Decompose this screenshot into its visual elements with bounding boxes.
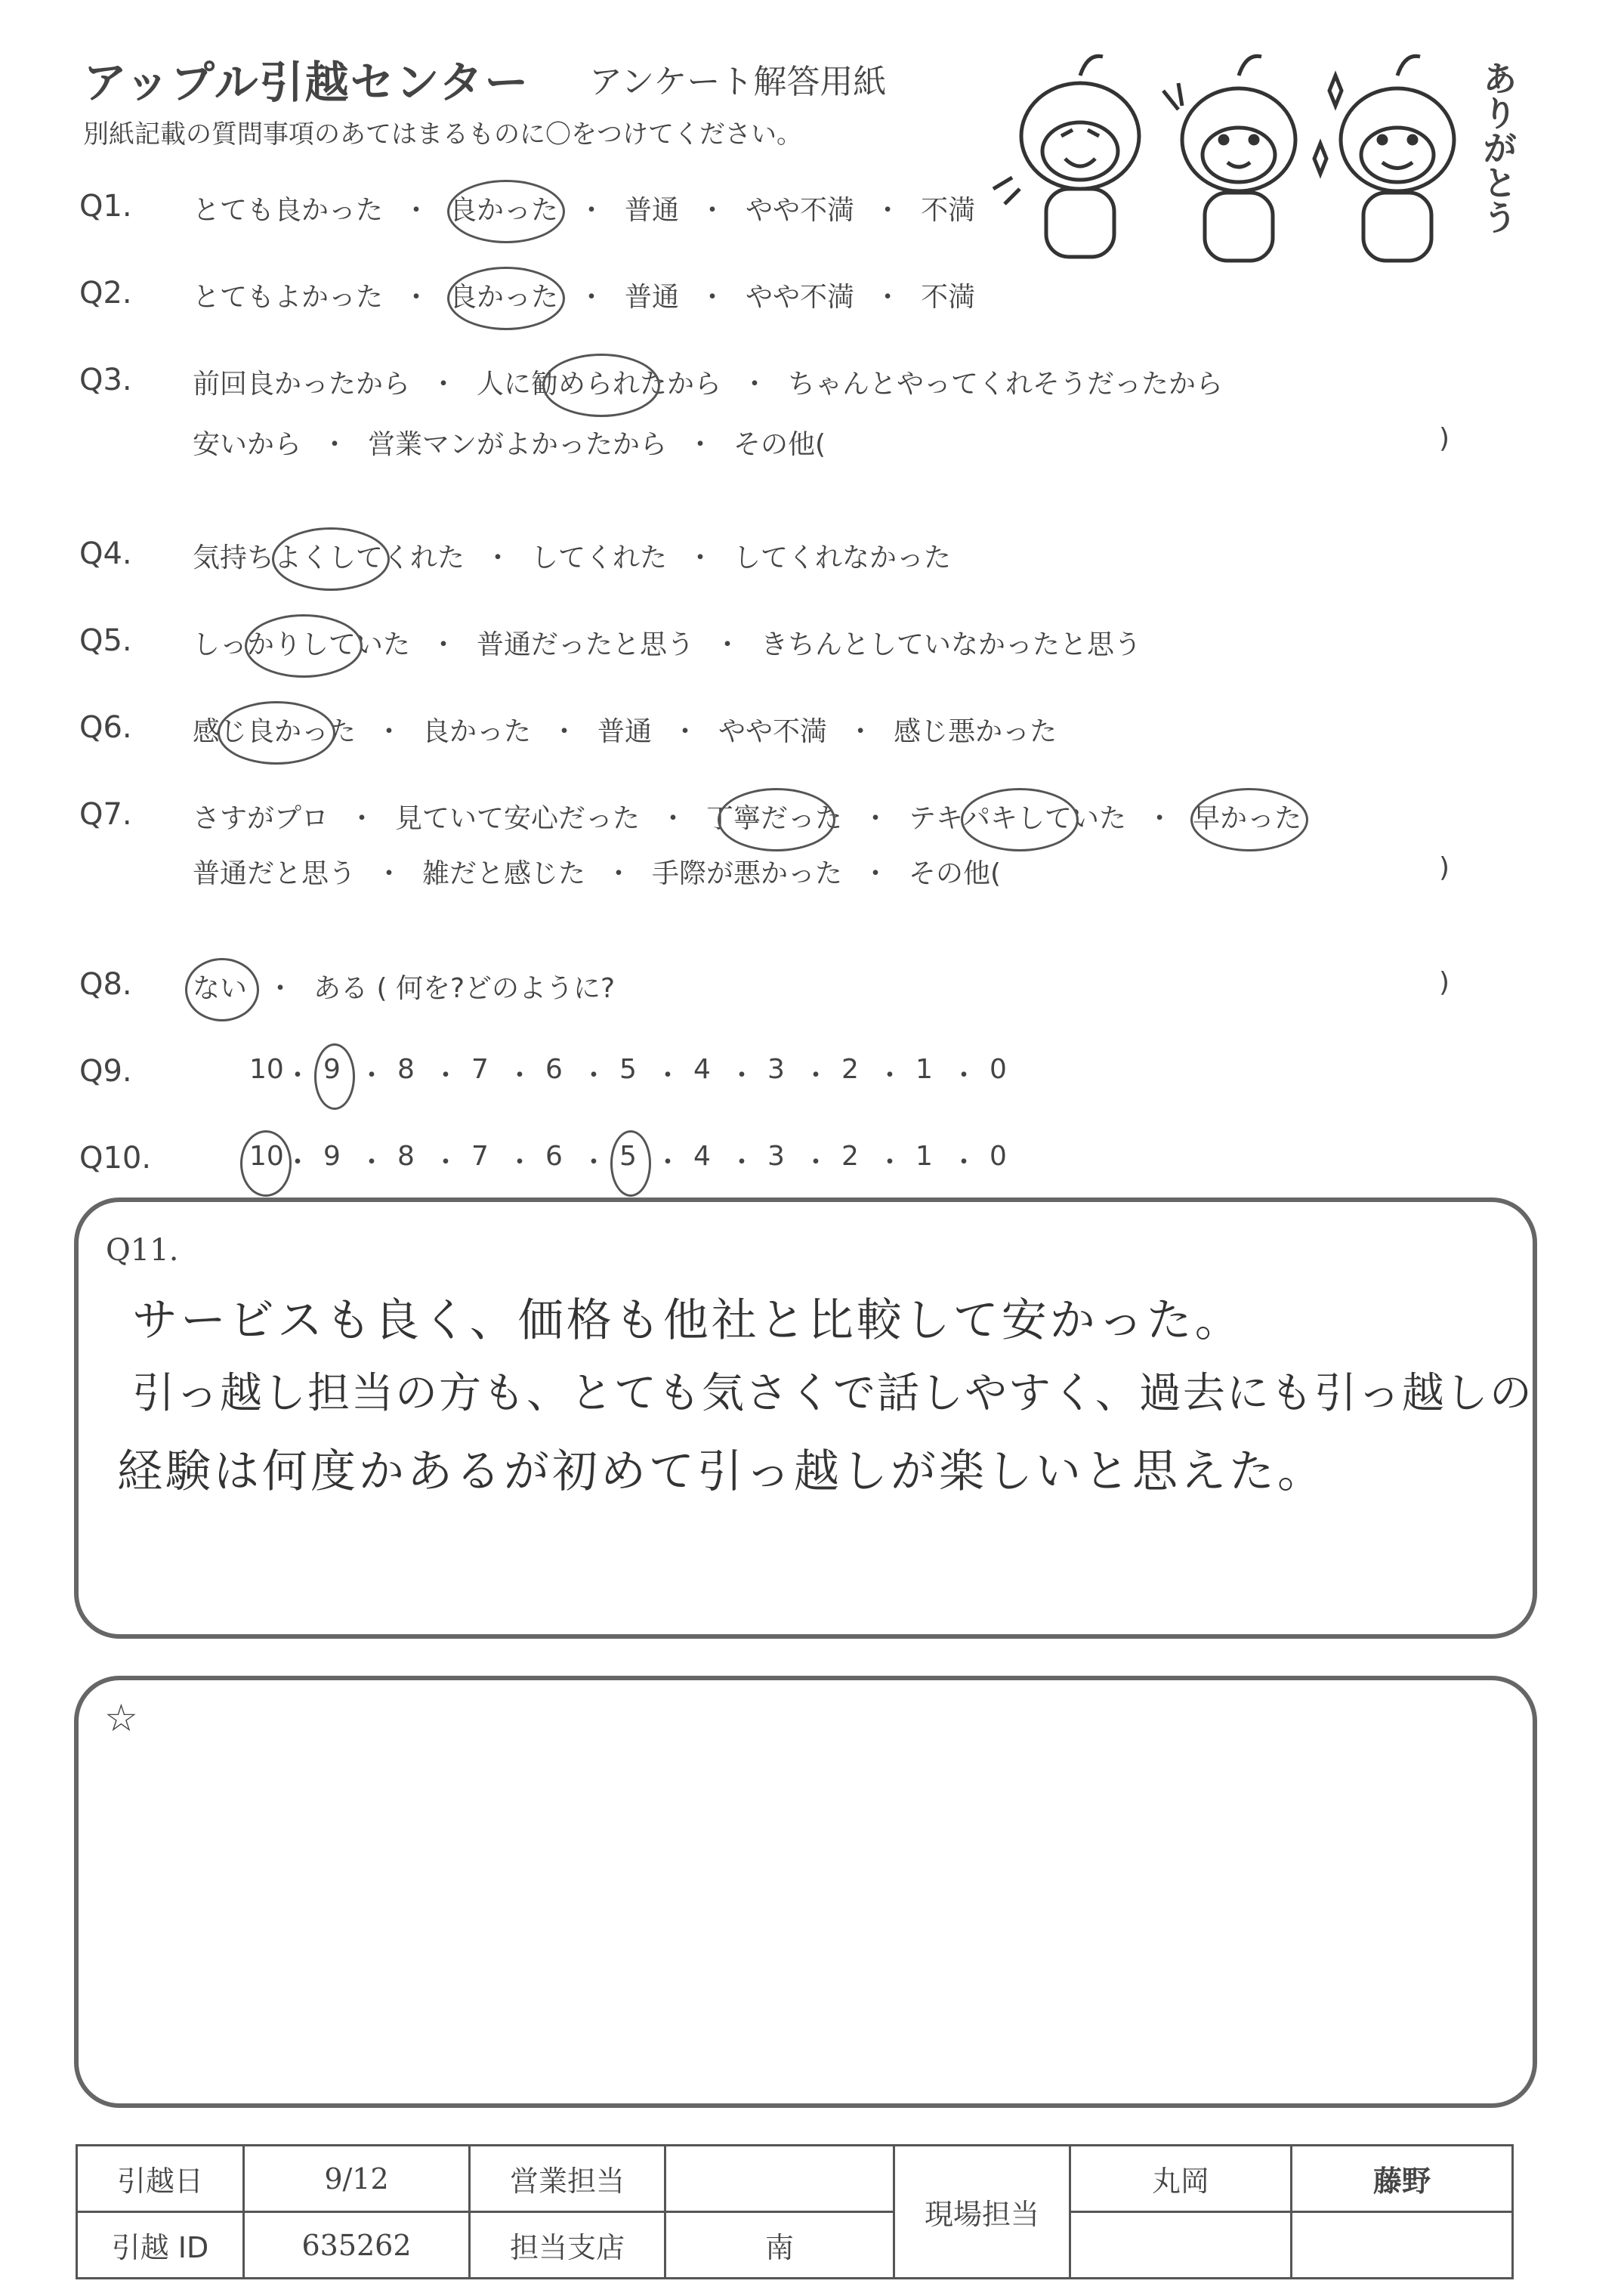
question-number: Q7.	[79, 797, 132, 832]
answer-option: その他(	[909, 858, 1002, 889]
monkey-icon	[1163, 56, 1295, 261]
site-staff-1: 丸岡	[1070, 2146, 1292, 2212]
question-number: Q5.	[79, 623, 132, 658]
option-separator: ・	[950, 1060, 978, 1091]
site-staff-2: 藤野	[1292, 2146, 1513, 2212]
answer-option: とてもよかった	[193, 282, 384, 313]
answer-option: 不満	[921, 195, 976, 226]
question-number: Q4.	[79, 536, 132, 571]
option-separator: ・	[580, 1147, 608, 1178]
score-option: 2	[841, 1054, 859, 1085]
answer-option: その他(	[733, 429, 826, 460]
option-separator: ・	[687, 429, 715, 460]
answer-option: ある ( 何を?どのように?	[313, 973, 616, 1004]
answer-option: 感じ良かった	[193, 716, 357, 747]
monkey-icon	[1314, 56, 1454, 261]
question-number: Q2.	[79, 276, 132, 311]
option-separator: ・	[874, 282, 902, 313]
score-option: 4	[693, 1141, 711, 1172]
answer-option: きちんとしていなかったと思う	[761, 629, 1142, 660]
score-option: 4	[693, 1054, 711, 1085]
move-date-value: 9/12	[244, 2146, 470, 2212]
answer-option: 雑だと感じた	[422, 858, 586, 889]
option-separator: ・	[321, 429, 349, 460]
answer-option: 人に勧められたから	[477, 369, 722, 400]
option-separator: ・	[432, 1060, 460, 1091]
answer-option: 普通	[597, 716, 653, 747]
answer-option: 見ていて安心だった	[395, 803, 641, 834]
option-separator: ・	[950, 1147, 978, 1178]
sales-value	[665, 2146, 894, 2212]
option-separator: ・	[551, 716, 579, 747]
selection-circle	[718, 788, 835, 851]
move-date-label: 引越日	[77, 2146, 244, 2212]
score-option: 1	[915, 1141, 933, 1172]
mascot-illustration	[990, 45, 1533, 264]
answer-option: ちゃんとやってくれそうだったから	[788, 369, 1224, 400]
brand-title: アップル引越センター	[83, 57, 530, 108]
question-number: Q10.	[79, 1141, 152, 1176]
selection-circle	[542, 354, 660, 417]
form-subtitle: アンケート解答用紙	[589, 63, 887, 101]
option-separator: ・	[862, 803, 890, 834]
option-separator: ・	[699, 282, 727, 313]
close-paren: )	[1439, 423, 1450, 454]
answer-option: 不満	[921, 282, 976, 313]
option-separator: ・	[580, 1060, 608, 1091]
q11-comment-line: 経験は何度かあるが初めて引っ越しが楽しいと思えた。	[117, 1445, 1326, 1498]
site-staff-label: 現場担当	[894, 2146, 1070, 2279]
score-option: 6	[545, 1141, 563, 1172]
move-id-value: 635262	[244, 2212, 470, 2279]
option-separator: ・	[375, 858, 403, 889]
answer-option: とても良かった	[193, 195, 384, 226]
question-number: Q6.	[79, 710, 132, 745]
site-staff-cell	[1070, 2212, 1292, 2279]
close-paren: )	[1439, 967, 1450, 998]
branch-label: 担当支店	[470, 2212, 665, 2279]
option-separator: ・	[375, 716, 403, 747]
option-separator: ・	[728, 1147, 756, 1178]
answer-option: 良かった	[449, 282, 559, 313]
option-separator: ・	[699, 195, 727, 226]
option-separator: ・	[714, 629, 742, 660]
answer-option: テキパキしていた	[909, 803, 1127, 834]
answer-option: 良かった	[449, 195, 559, 226]
answer-option: 普通だと思う	[193, 858, 357, 889]
option-separator: ・	[403, 282, 431, 313]
score-option: 8	[397, 1141, 415, 1172]
score-option: 0	[990, 1054, 1007, 1085]
q11-label: Q11.	[106, 1233, 179, 1268]
site-staff-cell	[1292, 2212, 1513, 2279]
option-separator: ・	[432, 1147, 460, 1178]
option-separator: ・	[874, 195, 902, 226]
option-separator: ・	[578, 282, 606, 313]
selection-circle	[218, 701, 335, 765]
selection-circle	[314, 1043, 355, 1110]
selection-circle	[1190, 788, 1308, 851]
score-option: 10	[249, 1054, 284, 1085]
option-separator: ・	[1146, 803, 1174, 834]
option-separator: ・	[654, 1060, 682, 1091]
answer-option: 良かった	[422, 716, 532, 747]
option-separator: ・	[506, 1147, 534, 1178]
answer-option: 前回良かったから	[193, 369, 411, 400]
option-separator: ・	[847, 716, 875, 747]
answer-option: やや不満	[718, 716, 828, 747]
option-separator: ・	[659, 803, 687, 834]
answer-option: しっかりしていた	[193, 629, 411, 660]
option-separator: ・	[506, 1060, 534, 1091]
option-separator: ・	[358, 1060, 386, 1091]
question-number: Q9.	[79, 1054, 132, 1089]
star-comment-box	[74, 1676, 1537, 2108]
score-option: 5	[619, 1141, 637, 1172]
selection-circle	[272, 527, 390, 591]
selection-circle	[245, 614, 363, 678]
star-icon: ☆	[104, 1696, 138, 1740]
answer-option: してくれた	[531, 542, 668, 573]
selection-circle	[185, 958, 259, 1021]
option-separator: ・	[403, 195, 431, 226]
score-option: 0	[990, 1141, 1007, 1172]
option-separator: ・	[267, 973, 295, 1004]
answer-option: 安いから	[193, 429, 302, 460]
option-separator: ・	[430, 369, 458, 400]
option-separator: ・	[876, 1147, 904, 1178]
score-option: 5	[619, 1054, 637, 1085]
option-separator: ・	[430, 629, 458, 660]
score-option: 6	[545, 1054, 563, 1085]
q11-comment-line: サービスも良く、価格も他社と比較して安かった。	[132, 1294, 1243, 1347]
sales-label: 営業担当	[470, 2146, 665, 2212]
selection-circle	[447, 180, 565, 243]
question-number: Q1.	[79, 189, 132, 224]
thanks-text: ありがとう	[1477, 60, 1518, 234]
branch-value: 南	[665, 2212, 894, 2279]
selection-circle	[610, 1130, 651, 1197]
option-separator: ・	[862, 858, 890, 889]
answer-option: 気持ちよくしてくれた	[193, 542, 465, 573]
question-number: Q8.	[79, 967, 132, 1002]
score-option: 1	[915, 1054, 933, 1085]
selection-circle	[961, 788, 1079, 851]
answer-option: 丁寧だった	[706, 803, 843, 834]
score-option: 7	[471, 1054, 489, 1085]
option-separator: ・	[284, 1147, 312, 1178]
score-option: 3	[767, 1054, 785, 1085]
answer-option: 普通	[625, 195, 680, 226]
selection-circle	[447, 267, 565, 330]
option-separator: ・	[802, 1060, 830, 1091]
option-separator: ・	[605, 858, 633, 889]
option-separator: ・	[876, 1060, 904, 1091]
answer-option: 営業マンがよかったから	[368, 429, 668, 460]
option-separator: ・	[578, 195, 606, 226]
answer-option: 手際が悪かった	[652, 858, 843, 889]
answer-option: してくれなかった	[733, 542, 952, 573]
option-separator: ・	[654, 1147, 682, 1178]
score-option: 9	[323, 1141, 341, 1172]
answer-option: 感じ悪かった	[894, 716, 1057, 747]
option-separator: ・	[741, 369, 769, 400]
score-option: 8	[397, 1054, 415, 1085]
answer-option: やや不満	[746, 282, 855, 313]
answer-option: 早かった	[1193, 803, 1302, 834]
option-separator: ・	[672, 716, 699, 747]
close-paren: )	[1439, 852, 1450, 883]
option-separator: ・	[348, 803, 376, 834]
score-option: 2	[841, 1141, 859, 1172]
monkey-icon	[993, 56, 1139, 257]
question-number: Q3.	[79, 363, 132, 397]
score-option: 7	[471, 1141, 489, 1172]
option-separator: ・	[687, 542, 715, 573]
option-separator: ・	[284, 1060, 312, 1091]
answer-option: ない	[193, 973, 248, 1004]
footer-table	[76, 2144, 1514, 2279]
answer-option: 普通だったと思う	[477, 629, 695, 660]
move-id-label: 引越 ID	[77, 2212, 244, 2279]
score-option: 9	[323, 1054, 341, 1085]
answer-option: さすがプロ	[193, 803, 329, 834]
score-option: 3	[767, 1141, 785, 1172]
q11-comment-line: 引っ越し担当の方も、とても気さくで話しやすく、過去にも引っ越しの	[132, 1369, 1533, 1418]
option-separator: ・	[358, 1147, 386, 1178]
answer-option: やや不満	[746, 195, 855, 226]
answer-option: 普通	[625, 282, 680, 313]
instruction-text: 別紙記載の質問事項のあてはまるものに〇をつけてください。	[83, 119, 802, 150]
score-option: 10	[249, 1141, 284, 1172]
option-separator: ・	[484, 542, 512, 573]
option-separator: ・	[802, 1147, 830, 1178]
option-separator: ・	[728, 1060, 756, 1091]
